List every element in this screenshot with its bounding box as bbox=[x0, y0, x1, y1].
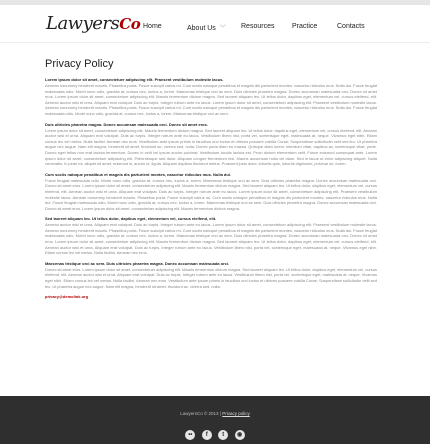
nav-item-resources[interactable]: Resources bbox=[241, 23, 275, 30]
policy-section bbox=[45, 172, 377, 212]
copyright-text: LawyersCo © 2013 | bbox=[180, 411, 221, 416]
page-title: Privacy Policy bbox=[45, 58, 114, 70]
site-header bbox=[0, 5, 430, 43]
chevron-down-icon: ﹀ bbox=[219, 26, 226, 32]
section-body: Lorem ipsum dolor sit amet, consectetuer adipiscing elit. Mauris fermentum dictum magna. Sed laoreet aliquam leo. Ut tellus dolor, dapibus eget, elementum vel, cursus eleifend, elit. Aenean auctor wisi et urna. Aliquam erat volutpat. Duis ac turpis. Integer rutrum ante eu lacus. Vestibulum libero nisl, porta vel, scelerisque eget, malesuada at, neque. Vivamus eget nibh. Etiam cursus leo vel metus. Nulla facilisi. Aenean nec eros. Vestibulum ante ipsum primis in faucibus orci luctus et ultrices posuere cubilia Curae; Suspendisse sollicitudin velit sed leo. Ut pharetra augue nec augue. Nam elit magna, hendrerit sit amet, tincidunt ac, viverra sed, nulla. Donec porta diam eu massa. Quisque diam lorem, interdum vitae, dapibus ac, scelerisque vitae, pede. Donec eget tellus non erat lacinia fermentum. Donec in velit vel ipsum auctor pulvinar. Vestibulum iaculis lacinia est. Proin dictum elementum velit. Fusce euismod consequat ante. Lorem ipsum dolor sit amet, consectetuer adipiscing elit. Pellentesque sed dolor. Aliquam congue fermentum nisl. Mauris accumsan nulla vel diam. Sed in lacus ut enim adipiscing aliquet. Nulla venenatis. In pede mi, aliquet sit amet, euismod in, auctor ut, ligula. Aliquam dapibus tincidunt metus. Praesent justo dolor, lobortis quis, lobortis dignissim, pulvinar ac, lorem. bbox=[45, 127, 377, 167]
nav-item-contacts[interactable]: Contacts bbox=[337, 23, 365, 30]
policy-section bbox=[45, 122, 377, 167]
logo-accent-text: Co bbox=[119, 15, 141, 33]
section-heading: Duis ultricies pharetra magna. Donec accumsan malesuada orci. Donec sit amet eros. bbox=[45, 121, 208, 127]
section-body: Aenean nonummy hendrerit mauris. Phasellus porta. Fusce suscipit varius mi. Cum sociis natoque penatibus et magnis dis parturient montes, nascetur ridiculus mus. Nulla dui. Fusce feugiat malesuada odio. Morbi nunc odio, gravida at, cursus nec, luctus a, lorem. Maecenas tristique orci ac sem. Duis ultricies pharetra magna. Donec accumsan malesuada orci. Donec sit amet eros. Lorem ipsum dolor sit amet, consectetuer adipiscing elit. Mauris fermentum dictum magna. Sed laoreet aliquam leo. Ut tellus dolor, dapibus eget, elementum vel, cursus eleifend, elit. Aenean auctor wisi et urna. Aliquam erat volutpat. Duis ac turpis. Integer rutrum ante eu lacus. Lorem ipsum dolor sit amet, consectetuer adipiscing elit. Praesent vestibulum molestie lacus. Aenean nonummy hendrerit mauris. Phasellus porta. Fusce suscipit varius mi. Cum sociis natoque penatibus et magnis dis parturient montes, nascetur ridiculus mus. Nulla dui. Fusce feugiat malesuada odio. Morbi nunc odio, gravida at, cursus nec, luctus a, lorem. Maecenas tristique orci ac sem. bbox=[45, 83, 377, 116]
nav-item-about-us-label: About Us bbox=[187, 25, 216, 32]
policy-section bbox=[45, 216, 377, 256]
privacy-policy-link[interactable]: Privacy policy bbox=[222, 411, 250, 416]
section-heading: Cum sociis natoque penatibus et magnis dis parturient montes, nascetur ridiculus mus. Nulla dui. bbox=[45, 171, 232, 177]
policy-section bbox=[45, 261, 377, 289]
copyright bbox=[0, 411, 430, 416]
main-content bbox=[0, 43, 430, 395]
section-heading: Lorem ipsum dolor sit amet, consectetuer adipiscing elit. Praesent vestibulum molestie lacus. bbox=[45, 77, 224, 82]
logo-main-text: Lawyers bbox=[46, 13, 120, 34]
facebook-icon[interactable]: f bbox=[202, 430, 212, 440]
privacy-email-link[interactable]: privacy@demolink.org bbox=[45, 294, 89, 300]
nav-item-about-us[interactable] bbox=[187, 23, 226, 32]
section-heading: Maecenas tristique orci ac sem. Duis ultricies pharetra magna. Donec accumsan malesuada orci. bbox=[45, 260, 230, 266]
flickr-icon[interactable]: •• bbox=[185, 430, 195, 440]
policy-content bbox=[45, 77, 377, 299]
policy-section bbox=[45, 77, 377, 117]
social-links bbox=[0, 423, 430, 441]
nav-item-home[interactable]: Home bbox=[143, 23, 162, 30]
twitter-icon[interactable]: t bbox=[218, 430, 228, 440]
section-body: Fusce feugiat malesuada odio. Morbi nunc odio, gravida at, cursus nec, luctus a, lorem. Maecenas tristique orci ac sem. Duis ultricies pharetra magna. Donec accumsan malesuada orci. Donec sit amet eros. Lorem ipsum dolor sit amet, consectetuer adipiscing elit. Mauris fermentum dictum magna. Sed laoreet aliquam leo. Ut tellus dolor, dapibus eget, elementum vel, cursus eleifend, elit. Aenean auctor wisi et urna. Aliquam erat volutpat. Duis ac turpis. Integer rutrum ante eu lacus. Lorem ipsum dolor sit amet, consectetuer adipiscing elit. Praesent vestibulum molestie lacus. Aenean nonummy hendrerit mauris. Phasellus porta. Fusce suscipit varius mi. Cum sociis natoque penatibus et magnis dis parturient montes, nascetur ridiculus mus. Nulla dui. Fusce feugiat malesuada odio. Morbi nunc odio, gravida at, cursus nec, luctus a, lorem. Maecenas tristique orci ac sem. Duis ultricies pharetra magna. Donec accumsan malesuada orci. Donec sit amet eros. Lorem ipsum dolor sit amet, consectetuer adipiscing elit. Mauris fermentum dictum magna. bbox=[45, 177, 377, 211]
section-body: Aenean auctor wisi et urna. Aliquam erat volutpat. Duis ac turpis. Integer rutrum ante eu lacus. Lorem ipsum dolor sit amet, consectetuer adipiscing elit. Praesent vestibulum molestie lacus. Aenean nonummy hendrerit mauris. Phasellus porta. Fusce suscipit varius mi. Cum sociis natoque penatibus et magnis dis parturient montes, nascetur ridiculus mus. Nulla dui. Fusce feugiat malesuada odio. Morbi nunc odio, gravida at, cursus nec, luctus a, lorem. Maecenas tristique orci ac sem. Duis ultricies pharetra magna. Donec accumsan malesuada orci. Donec sit amet eros. Lorem ipsum dolor sit amet, consectetuer adipiscing elit. Mauris fermentum dictum magna. Sed laoreet aliquam leo. Ut tellus dolor, dapibus eget, elementum vel, cursus eleifend, elit. Aenean auctor wisi et urna. Aliquam erat volutpat. Duis ac turpis. Integer rutrum ante eu lacus. Vestibulum libero nisl, porta vel, scelerisque eget, malesuada at, neque. Vivamus eget nibh. Etiam cursus leo vel metus. Nulla facilisi. Aenean nec eros. bbox=[45, 222, 377, 256]
rss-icon[interactable]: ◉ bbox=[235, 430, 245, 440]
section-heading: Sed laoreet aliquam leo. Ut tellus dolor, dapibus eget, elementum vel, cursus eleifend, elit. bbox=[45, 216, 217, 222]
nav-item-practice[interactable]: Practice bbox=[292, 23, 318, 30]
main-nav bbox=[0, 23, 430, 35]
section-body: Donec sit amet eros. Lorem ipsum dolor sit amet, consectetuer adipiscing elit. Mauris fermentum dictum magna. Sed laoreet aliquam leo. Ut tellus dolor, dapibus eget, elementum vel, cursus eleifend, elit. Aenean auctor wisi et urna. Aliquam erat volutpat. Duis ac turpis. Integer rutrum ante eu lacus. Vestibulum libero nisl, porta vel, scelerisque eget, malesuada at, neque. Vivamus eget nibh. Etiam cursus leo vel metus. Nulla facilisi. Aenean nec eros. Vestibulum ante ipsum primis in faucibus orci luctus et ultrices posuere cubilia Curae; Suspendisse sollicitudin velit sed leo. Ut pharetra augue nec augue. Nam elit magna, hendrerit sit amet, tincidunt ac, viverra sed, nulla. bbox=[45, 266, 377, 289]
site-footer bbox=[0, 396, 430, 444]
